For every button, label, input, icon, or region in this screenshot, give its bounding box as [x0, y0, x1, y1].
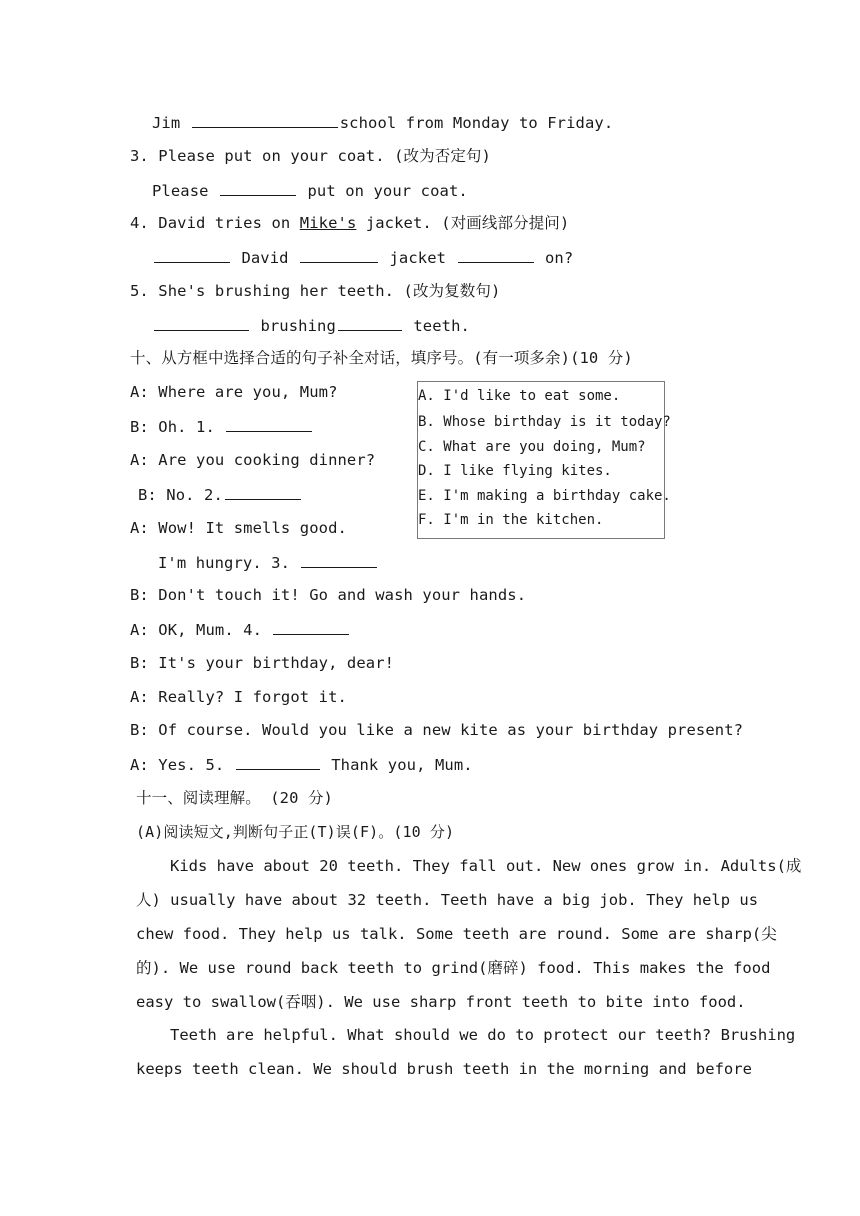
- dialogue-line-7: B: Don't touch it! Go and wash your hands.: [130, 586, 527, 604]
- q5-answer-line: [152, 315, 470, 336]
- dialogue-line-1: A: Where are you, Mum?: [130, 383, 338, 401]
- q2-end: school from Monday to Friday.: [339, 114, 614, 132]
- para2-line-2: keeps teeth clean. We should brush teeth in the morning and before: [136, 1060, 752, 1078]
- dialogue-blank-1[interactable]: [226, 416, 312, 432]
- dialogue-line-5: A: Wow! It smells good.: [130, 519, 347, 537]
- dialogue-line-11: B: Of course. Would you like a new kite as your birthday present?: [130, 721, 744, 739]
- q4-blank-3[interactable]: [458, 247, 534, 263]
- q3-prompt: 3. Please put on your coat. (改为否定句): [130, 147, 491, 165]
- q2-answer-line: [152, 112, 613, 133]
- para1-line-4: 的). We use round back teeth to grind(磨碎) food. This makes the food: [136, 959, 771, 977]
- dialogue-blank-2[interactable]: [225, 484, 301, 500]
- para1-line-5: easy to swallow(吞咽). We use sharp front teeth to bite into food.: [136, 993, 746, 1011]
- q2-start: Jim: [152, 114, 181, 132]
- dialogue-line-2: B: Oh. 1.: [130, 416, 314, 437]
- q4-prompt: [130, 213, 569, 233]
- section-10-title: 十、从方框中选择合适的句子补全对话，填序号。(有一项多余)(10 分): [130, 349, 633, 367]
- dialogue-line-8: A: OK, Mum. 4.: [130, 619, 351, 640]
- reading-paragraph-1: [136, 856, 802, 1026]
- q3-blank[interactable]: [220, 180, 296, 196]
- q4-num: 4. David tries on: [130, 214, 291, 232]
- q3-a-start: Please: [152, 182, 209, 200]
- q4-w1: David: [241, 249, 289, 267]
- section-11-subtitle: (A)阅读短文,判断句子正(T)误(F)。(10 分): [136, 823, 455, 841]
- para2-line-1: Teeth are helpful. What should we do to protect our teeth? Brushing: [170, 1026, 796, 1044]
- option-d: D. I like flying kites.: [418, 463, 612, 479]
- q3-answer-line: [152, 180, 468, 201]
- q4-blank-1[interactable]: [154, 247, 230, 263]
- q4-rest: jacket. (对画线部分提问): [365, 214, 570, 232]
- q4-underlined: Mike's: [299, 214, 357, 232]
- q5-blank-1[interactable]: [154, 315, 249, 331]
- dialogue-line-12: A: Yes. 5. Thank you, Mum.: [130, 756, 473, 774]
- dialogue-line-3: A: Are you cooking dinner?: [130, 451, 376, 469]
- section-11-title: 十一、阅读理解。 (20 分): [136, 789, 333, 807]
- option-e: E. I'm making a birthday cake.: [418, 488, 671, 504]
- dialogue-blank-3[interactable]: [301, 552, 377, 568]
- q4-w3: on?: [544, 249, 574, 267]
- para1-line-1: Kids have about 20 teeth. They fall out. New ones grow in. Adults(成: [170, 857, 802, 875]
- para1-line-2: 人) usually have about 32 teeth. Teeth have a big job. They help us: [136, 891, 759, 909]
- option-c: C. What are you doing, Mum?: [418, 439, 646, 455]
- q5-blank-2[interactable]: [338, 315, 402, 331]
- para1-line-3: chew food. They help us talk. Some teeth are round. Some are sharp(尖: [136, 925, 777, 943]
- q4-w2: jacket: [389, 249, 447, 267]
- options-box: [417, 381, 671, 539]
- dialogue-line-6: I'm hungry. 3.: [158, 552, 379, 573]
- q4-answer-line: [152, 247, 573, 268]
- q3-a-end: put on your coat.: [307, 182, 468, 200]
- option-f: F. I'm in the kitchen.: [418, 512, 604, 528]
- q5-w1: brushing: [260, 317, 336, 335]
- q2-blank[interactable]: [192, 112, 338, 128]
- dialogue-line-10: A: Really? I forgot it.: [130, 688, 347, 706]
- q5-w2: teeth.: [413, 317, 470, 335]
- dialogue-blank-4[interactable]: [273, 619, 349, 635]
- option-a: A. I'd like to eat some.: [418, 388, 621, 404]
- dialogue-line-4: B: No. 2.: [138, 484, 303, 505]
- q4-blank-2[interactable]: [300, 247, 378, 263]
- dialogue-blank-5[interactable]: [236, 754, 320, 770]
- dialogue-line-9: B: It's your birthday, dear!: [130, 654, 395, 672]
- reading-paragraph-2: [136, 1025, 796, 1093]
- option-b: B. Whose birthday is it today?: [418, 414, 671, 430]
- q5-prompt: 5. She's brushing her teeth. (改为复数句): [130, 282, 501, 300]
